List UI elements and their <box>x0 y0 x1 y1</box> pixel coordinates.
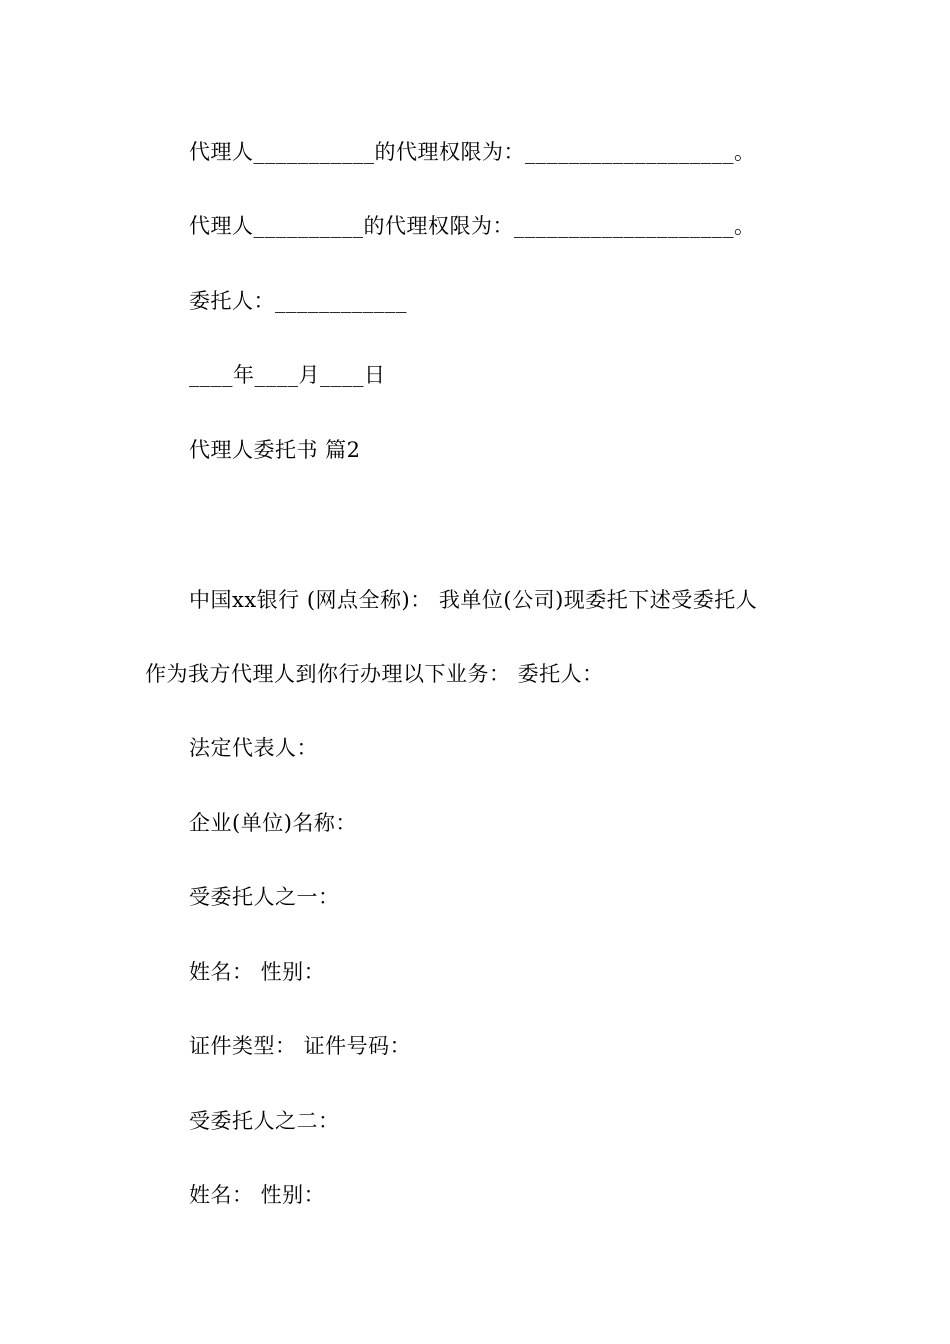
company-name-label: 企业(单位)名称： <box>189 811 357 835</box>
letter-opening-continued: 作为我方代理人到你行办理以下业务： 委托人： <box>145 662 604 686</box>
section-heading: 代理人委托书 篇2 <box>189 438 361 462</box>
legal-representative-label: 法定代表人： <box>189 736 318 760</box>
date-line: ____年____月____日 <box>189 363 386 387</box>
principal-signature-line: 委托人：____________ <box>189 289 407 313</box>
agent-1-authority-line: 代理人___________的代理权限为：___________________。 <box>189 140 756 164</box>
letter-opening: 中国xx银行 (网点全称)： 我单位(公司)现委托下述受委托人 <box>189 588 758 612</box>
trustee-2-heading: 受委托人之二： <box>189 1109 340 1133</box>
trustee-1-name-gender: 姓名： 性别： <box>189 960 326 984</box>
trustee-1-heading: 受委托人之一： <box>189 885 340 909</box>
trustee-1-id-fields: 证件类型： 证件号码： <box>189 1034 412 1058</box>
trustee-2-name-gender: 姓名： 性别： <box>189 1183 326 1207</box>
agent-2-authority-line: 代理人__________的代理权限为：____________________。 <box>189 214 756 238</box>
